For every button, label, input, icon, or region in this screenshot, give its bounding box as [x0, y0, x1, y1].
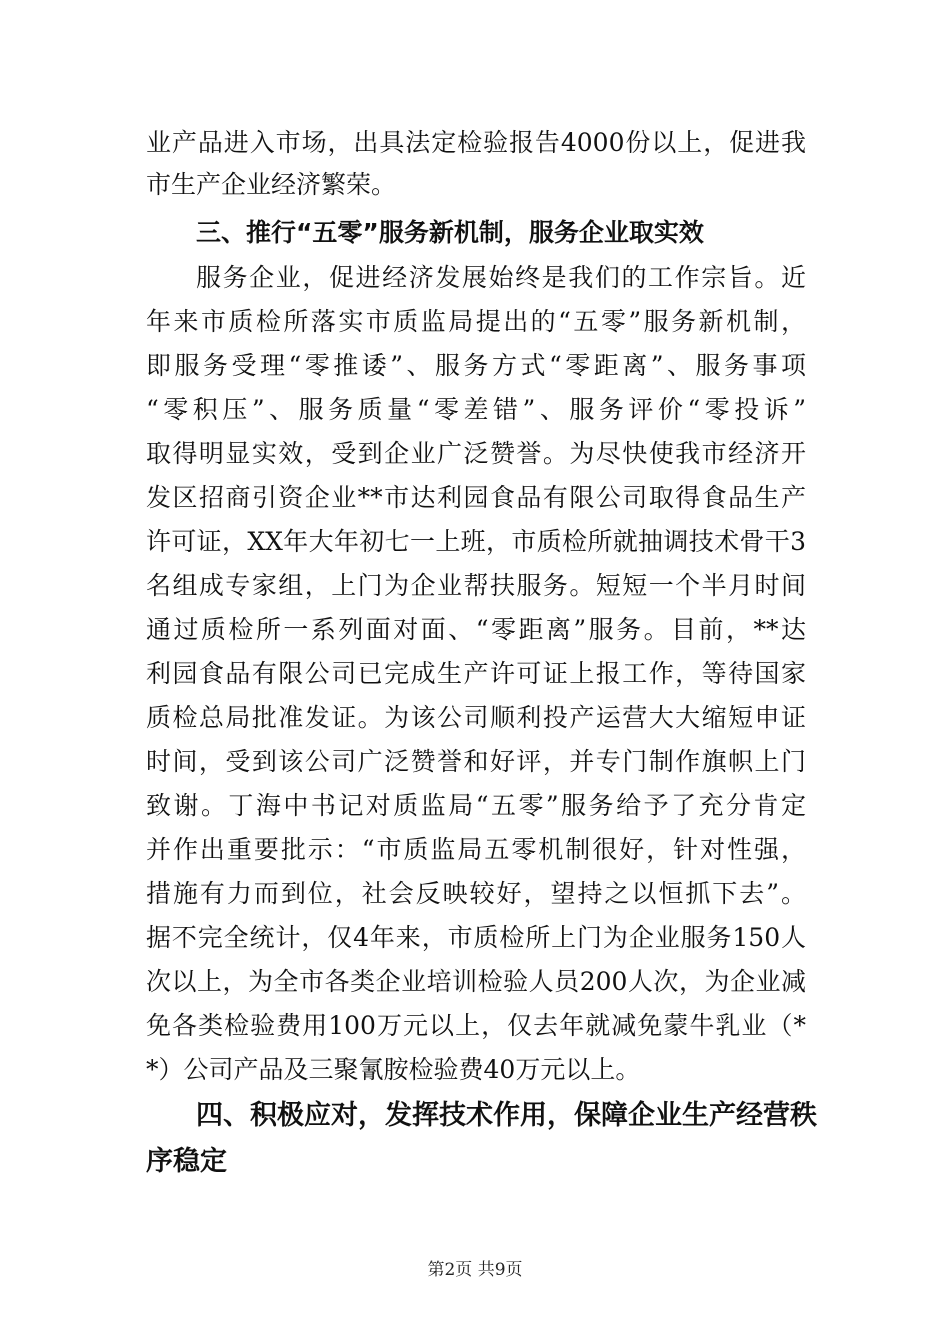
body-text-line: 时间，受到该公司广泛赞誉和好评，并专门制作旗帜上门	[146, 747, 806, 776]
body-text-line: 次以上，为全市各类企业培训检验人员200人次，为企业减	[146, 967, 806, 996]
body-text-line: 通过质检所一系列面对面、“零距离”服务。目前，**达	[146, 615, 806, 644]
body-text-line: 业产品进入市场，出具法定检验报告4000份以上，促进我	[146, 128, 806, 157]
body-text-line: 年来市质检所落实市质监局提出的“五零”服务新机制，	[146, 307, 806, 336]
body-text-line: 措施有力而到位，社会反映较好，望持之以恒抓下去”。	[146, 879, 806, 908]
body-text-line: 许可证，XX年大年初七一上班，市质检所就抽调技术骨干3	[146, 527, 806, 556]
body-text-line: 市生产企业经济繁荣。	[146, 170, 397, 199]
section-heading-4-continuation: 序稳定	[146, 1146, 227, 1177]
body-text-line: 利园食品有限公司已完成生产许可证上报工作，等待国家	[146, 659, 806, 688]
body-text-line: “零积压”、服务质量“零差错”、服务评价“零投诉”	[146, 395, 806, 424]
page-number-footer: 第2页 共9页	[427, 1260, 523, 1280]
body-text-line: 即服务受理“零推诿”、服务方式“零距离”、服务事项	[146, 351, 806, 380]
body-text-line: 并作出重要批示：“市质监局五零机制很好，针对性强，	[146, 835, 806, 864]
body-text-line: 服务企业，促进经济发展始终是我们的工作宗旨。近	[196, 263, 806, 292]
body-text-line: *）公司产品及三聚氰胺检验费40万元以上。	[146, 1055, 641, 1084]
body-text-line: 据不完全统计，仅4年来，市质检所上门为企业服务150人	[146, 923, 806, 952]
section-heading-4: 四、积极应对，发挥技术作用，保障企业生产经营秩	[196, 1100, 817, 1131]
body-text-line: 发区招商引资企业**市达利园食品有限公司取得食品生产	[146, 483, 806, 512]
body-text-line: 致谢。丁海中书记对质监局“五零”服务给予了充分肯定	[146, 791, 806, 820]
body-text-line: 质检总局批准发证。为该公司顺利投产运营大大缩短申证	[146, 703, 806, 732]
body-text-line: 免各类检验费用100万元以上，仅去年就减免蒙牛乳业（*	[146, 1011, 806, 1040]
body-text-line: 取得明显实效，受到企业广泛赞誉。为尽快使我市经济开	[146, 439, 806, 468]
section-heading-3: 三、推行“五零”服务新机制，服务企业取实效	[196, 218, 704, 247]
body-text-line: 名组成专家组，上门为企业帮扶服务。短短一个半月时间	[146, 571, 806, 600]
